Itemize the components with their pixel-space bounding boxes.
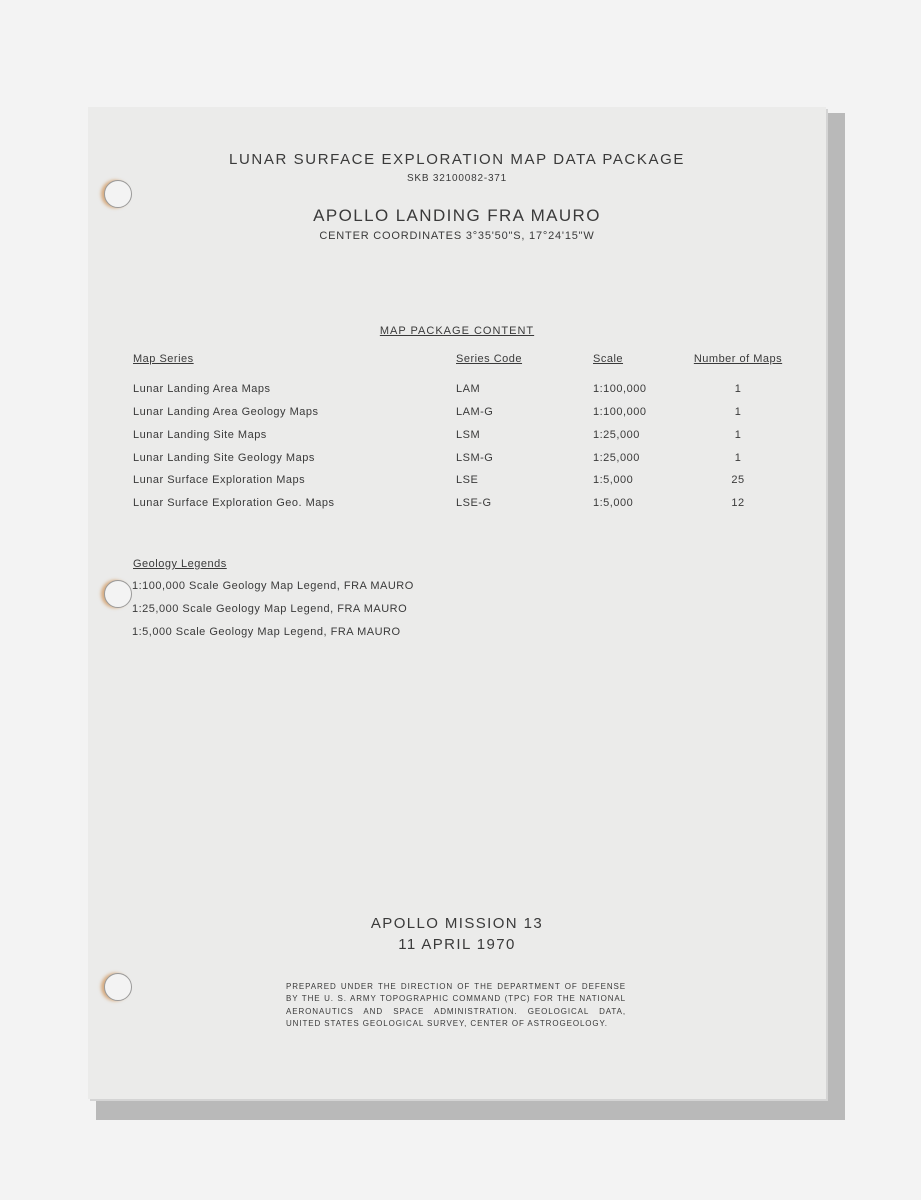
cell-count: 12 [731, 497, 745, 509]
document-page [88, 107, 826, 1099]
cell-count: 25 [731, 474, 745, 486]
col-header-count: Number of Maps [693, 353, 783, 365]
punch-hole-bottom [104, 973, 132, 1001]
cell-scale: 1:100,000 [593, 406, 647, 418]
legend-item: 1:25,000 Scale Geology Map Legend, FRA MAURO [132, 603, 408, 615]
cell-count: 1 [734, 383, 742, 395]
cell-series: Lunar Landing Site Maps [133, 429, 267, 441]
landing-site-title: APOLLO LANDING FRA MAURO [313, 206, 601, 225]
content-heading: MAP PACKAGE CONTENT [379, 325, 535, 337]
cell-scale: 1:5,000 [593, 474, 634, 486]
cell-series: Lunar Landing Area Geology Maps [133, 406, 319, 418]
cell-series: Lunar Surface Exploration Maps [133, 474, 306, 486]
mission-date: 11 APRIL 1970 [398, 936, 516, 953]
cell-code: LSE-G [456, 497, 492, 509]
document-title: LUNAR SURFACE EXPLORATION MAP DATA PACKAGE [229, 151, 685, 168]
col-header-code: Series Code [456, 353, 523, 365]
legends-heading: Geology Legends [133, 558, 227, 570]
cell-count: 1 [734, 406, 742, 418]
col-header-scale: Scale [593, 353, 624, 365]
cell-code: LSM-G [456, 452, 494, 464]
cell-series: Lunar Landing Area Maps [133, 383, 271, 395]
document-number: SKB 32100082-371 [406, 173, 508, 184]
cell-series: Lunar Surface Exploration Geo. Maps [133, 497, 335, 509]
cell-code: LSE [456, 474, 479, 486]
punch-hole-middle [104, 580, 132, 608]
legend-item: 1:100,000 Scale Geology Map Legend, FRA MAURO [132, 580, 414, 592]
legend-item: 1:5,000 Scale Geology Map Legend, FRA MAURO [132, 626, 401, 638]
cell-series: Lunar Landing Site Geology Maps [133, 452, 315, 464]
cell-count: 1 [734, 429, 742, 441]
mission-name: APOLLO MISSION 13 [370, 915, 544, 932]
cell-code: LSM [456, 429, 481, 441]
cell-code: LAM [456, 383, 481, 395]
cell-scale: 1:25,000 [593, 452, 640, 464]
cell-scale: 1:100,000 [593, 383, 647, 395]
mission-block [88, 913, 826, 955]
center-coordinates: CENTER COORDINATES 3°35'50"S, 17°24'15"W [319, 230, 595, 242]
col-header-series: Map Series [133, 353, 194, 365]
cell-scale: 1:5,000 [593, 497, 634, 509]
cell-code: LAM-G [456, 406, 494, 418]
cell-scale: 1:25,000 [593, 429, 640, 441]
punch-hole-top [104, 180, 132, 208]
prepared-by-statement: PREPARED UNDER THE DIRECTION OF THE DEPARTMENT OF DEFENSE BY THE U. S. ARMY TOPOGRAPHIC COMMAND (TPC) FOR THE NATIONAL AERONAUTICS AND SPACE ADMINISTRATION. GEOLOGICAL DATA, UNITED STATES GEOLOGICAL SURVEY, CENTER OF ASTROGEOLOGY. [286, 982, 626, 1028]
cell-count: 1 [734, 452, 742, 464]
